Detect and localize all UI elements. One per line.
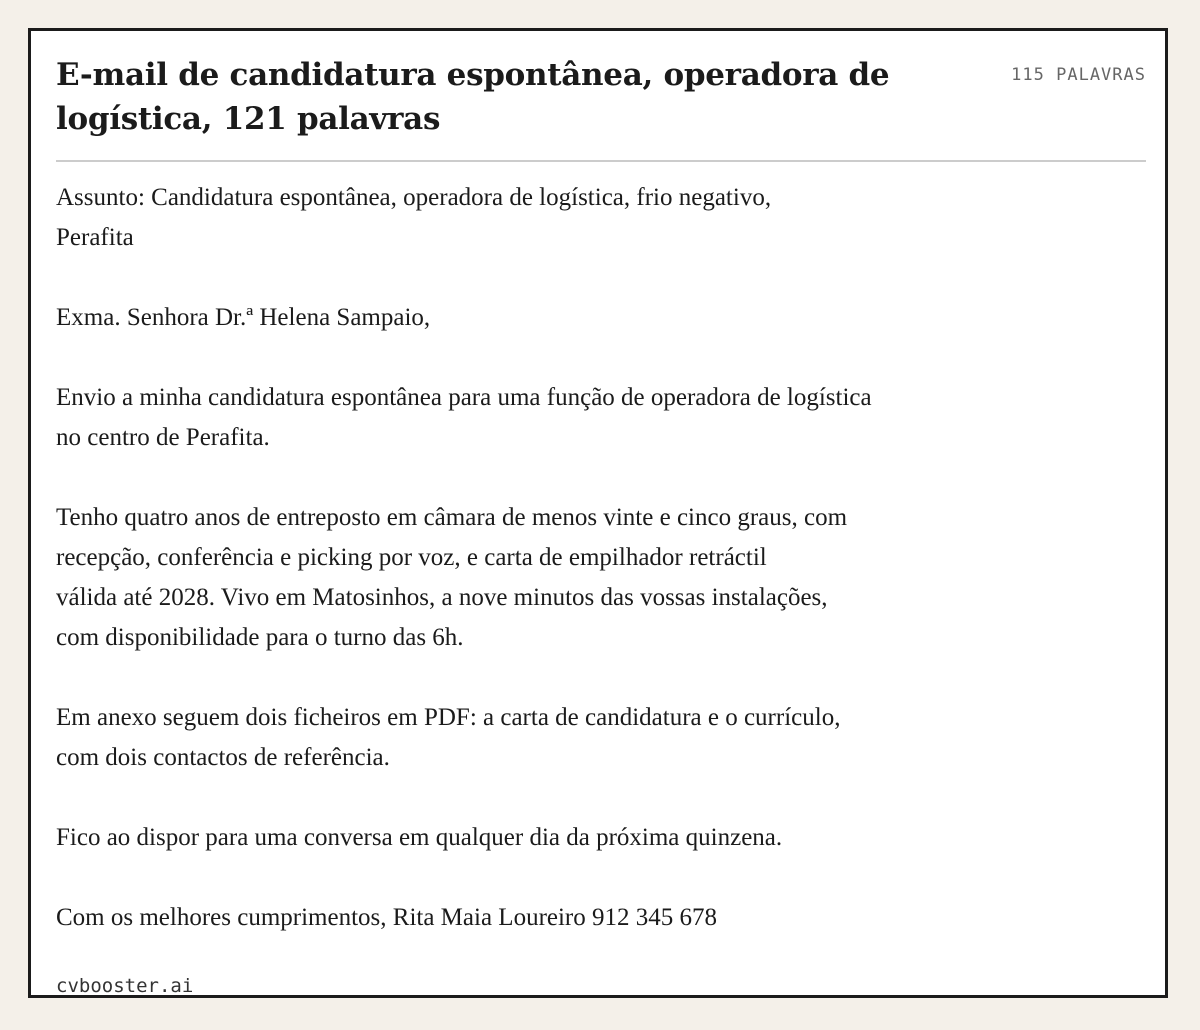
document-header [56,53,1146,163]
email-paragraph-intro: Envio a minha candidatura espontânea para uma função de operadora de logística no centro de Perafita. [56,384,872,451]
email-paragraph-experience: Tenho quatro anos de entreposto em câmara de menos vinte e cinco graus, com recepção, conferência e picking por voz, e carta de empilhador retráctil válida até 2028. Vivo em Matosinhos, a nove minutos das vossas instalações, com disponibilidade para o turno das 6h. [56,504,848,651]
email-greeting: Exma. Senhora Dr.ª Helena Sampaio, [56,304,431,331]
brand-footer: cvbooster.ai [56,975,194,997]
document-title: E-mail de candidatura espontânea, operadora de logística, 121 palavras [56,57,890,137]
header-divider [56,160,1146,162]
email-body [56,178,1056,978]
email-paragraph-attachments: Em anexo seguem dois ficheiros em PDF: a carta de candidatura e o currículo, com dois contactos de referência. [56,704,841,771]
document-card [28,28,1168,998]
email-subject: Assunto: Candidatura espontânea, operadora de logística, frio negativo, Perafita [56,184,772,251]
email-paragraph-availability: Fico ao dispor para uma conversa em qualquer dia da próxima quinzena. [56,824,783,851]
email-closing-signature: Com os melhores cumprimentos, Rita Maia Loureiro 912 345 678 [56,904,718,931]
word-count-label: 115 PALAVRAS [1011,65,1146,85]
